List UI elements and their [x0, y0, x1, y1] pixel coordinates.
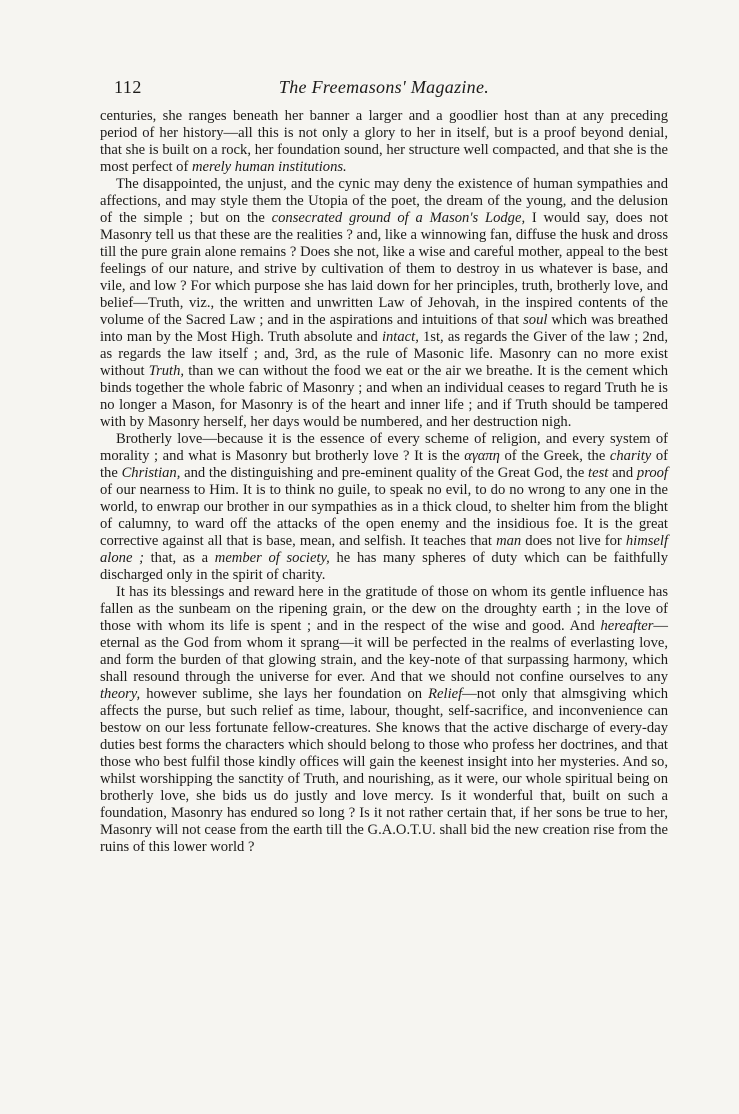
italic-text: test	[588, 465, 609, 481]
italic-text: member of society,	[214, 550, 330, 566]
text-run: he has many spheres of duty which can be faithfully discharged only in the spirit of charity.	[100, 550, 668, 583]
text-run: of our nearness to Him. It is to think no guile, to speak no evil, to do no wrong to any one in the world, to enwrap our brother in our sympathies as in a thick cloud, to shelter him from the blight of calumny, to ward off the attacks of the open enemy and the insidious foe. It is the great corrective against all that is base, mean, and selfish. It teaches that	[100, 482, 668, 549]
running-title: The Freemasons' Magazine.	[278, 77, 490, 97]
paragraph	[100, 431, 668, 584]
paragraph	[100, 584, 668, 856]
article-body	[100, 108, 668, 856]
italic-text: hereafter	[600, 618, 654, 634]
text-run: than we can without the food we eat or the air we breathe. It is the cement which binds together the whole fabric of Masonry ; and when an individual ceases to regard Truth he is no longer a Mason, for Masonry is of the heart and inner life ; and if Truth should be tampered with by Masonry herself, her days would be numbered, and her destruction nigh.	[100, 363, 668, 430]
italic-text: soul	[523, 312, 548, 328]
text-run: that, as a	[143, 550, 215, 566]
text-run: centuries, she ranges beneath her banner a larger and a goodlier host than at any preceding period of her history—all this is not only a glory to her in itself, but is a proof beyond denial, that she is built on a rock, her foundation sound, her structure well compacted, and that she is the most perfect of	[100, 108, 668, 175]
italic-text: man	[496, 533, 522, 549]
italic-text: charity	[609, 448, 652, 464]
text-run: of the	[100, 448, 668, 481]
italic-text: αγαπη	[464, 448, 500, 464]
italic-text: Relief	[428, 686, 463, 702]
text-run: and	[608, 465, 637, 481]
text-run: I would say, does not Masonry tell us that these are the realities ? and, like a winnowing fan, diffuse the husk and dross till the pure grain alone remains ? Does she not, like a wise and careful mother, appeal to the best feelings of our nature, and strive by cultivation of them to destroy in us whatever is base, and vile, and low ? For which purpose she has laid down for her principles, truth, brotherly love, and belief—Truth, viz., the written and unwritten Law of Jehovah, in the inspired contents of the volume of the Sacred Law ; and in the aspirations and intuitions of that	[100, 210, 668, 328]
text-run: The disappointed, the unjust, and the cynic may deny the existence of human sympathies and affections, and may style them the Utopia of the poet, the dream of the young, and the delusion of the simple ; but on the	[100, 176, 668, 226]
text-run: and the distinguishing and pre-eminent quality of the Great God, the	[180, 465, 589, 481]
page-number: 112	[114, 77, 142, 97]
paragraph	[100, 108, 668, 176]
italic-text: himself alone ;	[100, 533, 669, 566]
text-run: does not live for	[521, 533, 626, 549]
italic-text: Christian,	[121, 465, 181, 481]
italic-text: theory,	[100, 686, 141, 702]
text-run: —eternal as the God from whom it sprang—it will be perfected in the realms of everlasting love, and form the burden of that glowing strain, and the key-note of that surpassing harmony, which shall resound through the universe for ever. And that we should not confine ourselves to any	[100, 618, 668, 685]
magazine-page	[100, 74, 668, 856]
paragraph	[100, 176, 668, 431]
text-run: 1st, as regards the Giver of the law ; 2nd, as regards the law itself ; and, 3rd, as the rule of Masonic life. Masonry can no more exist without	[100, 329, 668, 379]
page-header	[100, 74, 668, 100]
italic-text: consecrated ground of a Mason's Lodge,	[271, 210, 526, 226]
text-run: It has its blessings and reward here in the gratitude of those on whom its gentle influence has fallen as the sunbeam on the ripening grain, or the dew on the droughty earth ; in the love of those with whom its life is spent ; and in the respect of the wise and good. And	[100, 584, 668, 634]
text-run: —not only that almsgiving which affects the purse, but such relief as time, labour, thought, self-sacrifice, and inconvenience can bestow on our less fortunate fellow-creatures. She knows that the active discharge of every-day duties best forms the characters which should belong to those who profess her doctrines, and that those who best fulfil those kindly offices will gain the keenest insight into her mysteries. And so, whilst worshipping the sanctity of Truth, and nourishing, as it were, our whole spiritual being on brotherly love, she bids us do justly and love mercy. Is it wonderful that, built on such a foundation, Masonry has endured so long ? Is it not rather certain that, if her sons be true to her, Masonry will not cease from the earth till the G.A.O.T.U. shall bid the new creation rise from the ruins of this lower world ?	[100, 686, 668, 855]
italic-text: Truth,	[148, 363, 185, 379]
italic-text: intact,	[381, 329, 419, 345]
text-run: however sublime, she lays her foundation on	[140, 686, 429, 702]
italic-text: proof	[636, 465, 668, 481]
italic-text: merely human institutions.	[192, 159, 347, 175]
text-run: Brotherly love—because it is the essence of every scheme of religion, and every system of morality ; and what is Masonry but brotherly love ? It is the	[100, 431, 668, 464]
text-run: of the Greek, the	[499, 448, 610, 464]
text-run: which was breathed into man by the Most High. Truth absolute and	[100, 312, 668, 345]
